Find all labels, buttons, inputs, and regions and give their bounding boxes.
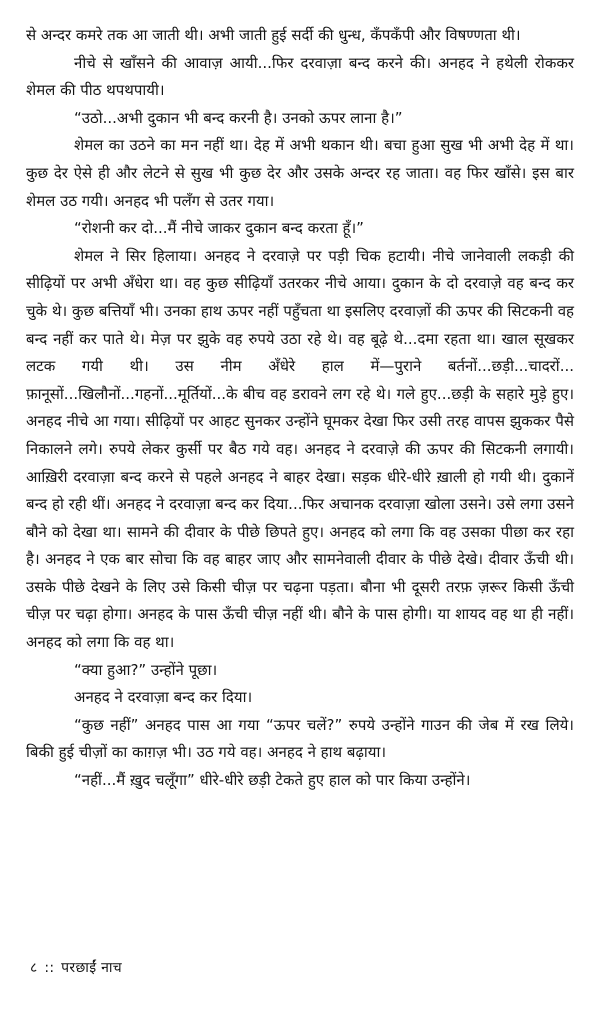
paragraph-6: शेमल ने सिर हिलाया। अनहद ने दरवाज़े पर पड़ी चिक हटायी। नीचे जानेवाली लकड़ी की सीढ़ियों पर अभी अँधेरा था। वह कुछ सीढ़ियाँ उतरकर नीचे आया। दुकान के दो दरवाज़े वह बन्द कर चुके थे। कुछ बत्तियाँ भी। उनका हाथ ऊपर नहीं पहुँचता था इसलिए दरवाज़ों की ऊपर की सिटकनी वह बन्द नहीं कर पाते थे। मेज़ पर झुके वह रुपये उठा रहे थे। वह बूढ़े थे...दमा रहता था। खाल सूखकर लटक गयी थी। उस नीम अँधेरे हाल में—पुराने बर्तनों...छड़ी...चादरों... फ़ानूसों...खिलौनों...गहनों...मूर्तियों...के बीच वह डरावने लग रहे थे। गले हुए...छड़ी के सहारे मुड़े हुए। अनहद नीचे आ गया। सीढ़ियों पर आहट सुनकर उन्होंने घूमकर देखा फिर उसी तरह वापस झुककर पैसे निकालने लगे। रुपये लेकर कुर्सी पर बैठ गये वह। अनहद ने दरवाज़े की ऊपर की सिटकनी लगायी। आख़िरी दरवाज़ा बन्द करने से पहले अनहद ने बाहर देखा। सड़क धीरे-धीरे ख़ाली हो गयी थी। दुकानें बन्द हो रही थीं। अनहद ने दरवाज़ा बन्द कर दिया...फिर अचानक दरवाज़ा खोला उसने। उसे लगा उसने बौने को देखा था। सामने की दीवार के पीछे छिपते हुए। अनहद को लगा कि वह उसका पीछा कर रहा है। अनहद ने एक बार सोचा कि वह बाहर जाए और सामनेवाली दीवार के पीछे देखे। दीवार ऊँची थी। उसके पीछे देखने के लिए उसे किसी चीज़ पर चढ़ना पड़ता। बौना भी दूसरी तरफ़ ज़रूर किसी ऊँची चीज़ पर चढ़ा होगा। अनहद के पास ऊँची चीज़ नहीं थी। बौने के पास होगी। या शायद वह था ही नहीं। अनहद को लगा कि वह था। xyxy=(26,246,574,652)
footer-separator: :: xyxy=(44,960,55,976)
paragraph-5: “रोशनी कर दो...मैं नीचे जाकर दुकान बन्द करता हूँ।” xyxy=(74,219,364,238)
paragraph-1: से अन्दर कमरे तक आ जाती थी। अभी जाती हुई सर्दी की धुन्ध, कँपकँपी और विषण्णता थी। xyxy=(26,26,521,44)
paragraph-2: नीचे से खाँसने की आवाज़ आयी...फिर दरवाज़ा बन्द करने की। अनहद ने हथेली रोककर शेमल की पीठ थपथपायी। xyxy=(26,53,574,100)
paragraph-7: “क्या हुआ?” उन्होंने पूछा। xyxy=(74,660,218,679)
paragraph-8: अनहद ने दरवाज़ा बन्द कर दिया। xyxy=(74,688,253,707)
paragraph-10: “नहीं...मैं ख़ुद चलूँगा” धीरे-धीरे छड़ी टेकते हुए हाल को पार किया उन्होंने। xyxy=(74,771,471,790)
paragraph-4: शेमल का उठने का मन नहीं था। देह में अभी थकान थी। बचा हुआ सुख भी अभी देह में था। कुछ देर ऐसे ही और लेटने से सुख भी कुछ देर और उसके अन्दर रह जाता। वह फिर खाँसे। इस बार शेमल उठ गयी। अनहद भी पलँग से उतर गया। xyxy=(26,136,574,210)
paragraph-3: “उठो...अभी दुकान भी बन्द करनी है। उनको ऊपर लाना है।” xyxy=(74,108,403,127)
page-number: ८ xyxy=(30,960,38,976)
page-footer xyxy=(30,958,124,977)
page-body xyxy=(26,22,574,795)
book-title: परछाईं नाच xyxy=(61,960,122,976)
paragraph-9: “कुछ नहीं” अनहद पास आ गया “ऊपर चलें?” रुपये उन्होंने गाउन की जेब में रख लिये। बिकी हुई चीज़ों का काग़ज़ भी। उठ गये वह। अनहद ने हाथ बढ़ाया। xyxy=(26,715,574,762)
